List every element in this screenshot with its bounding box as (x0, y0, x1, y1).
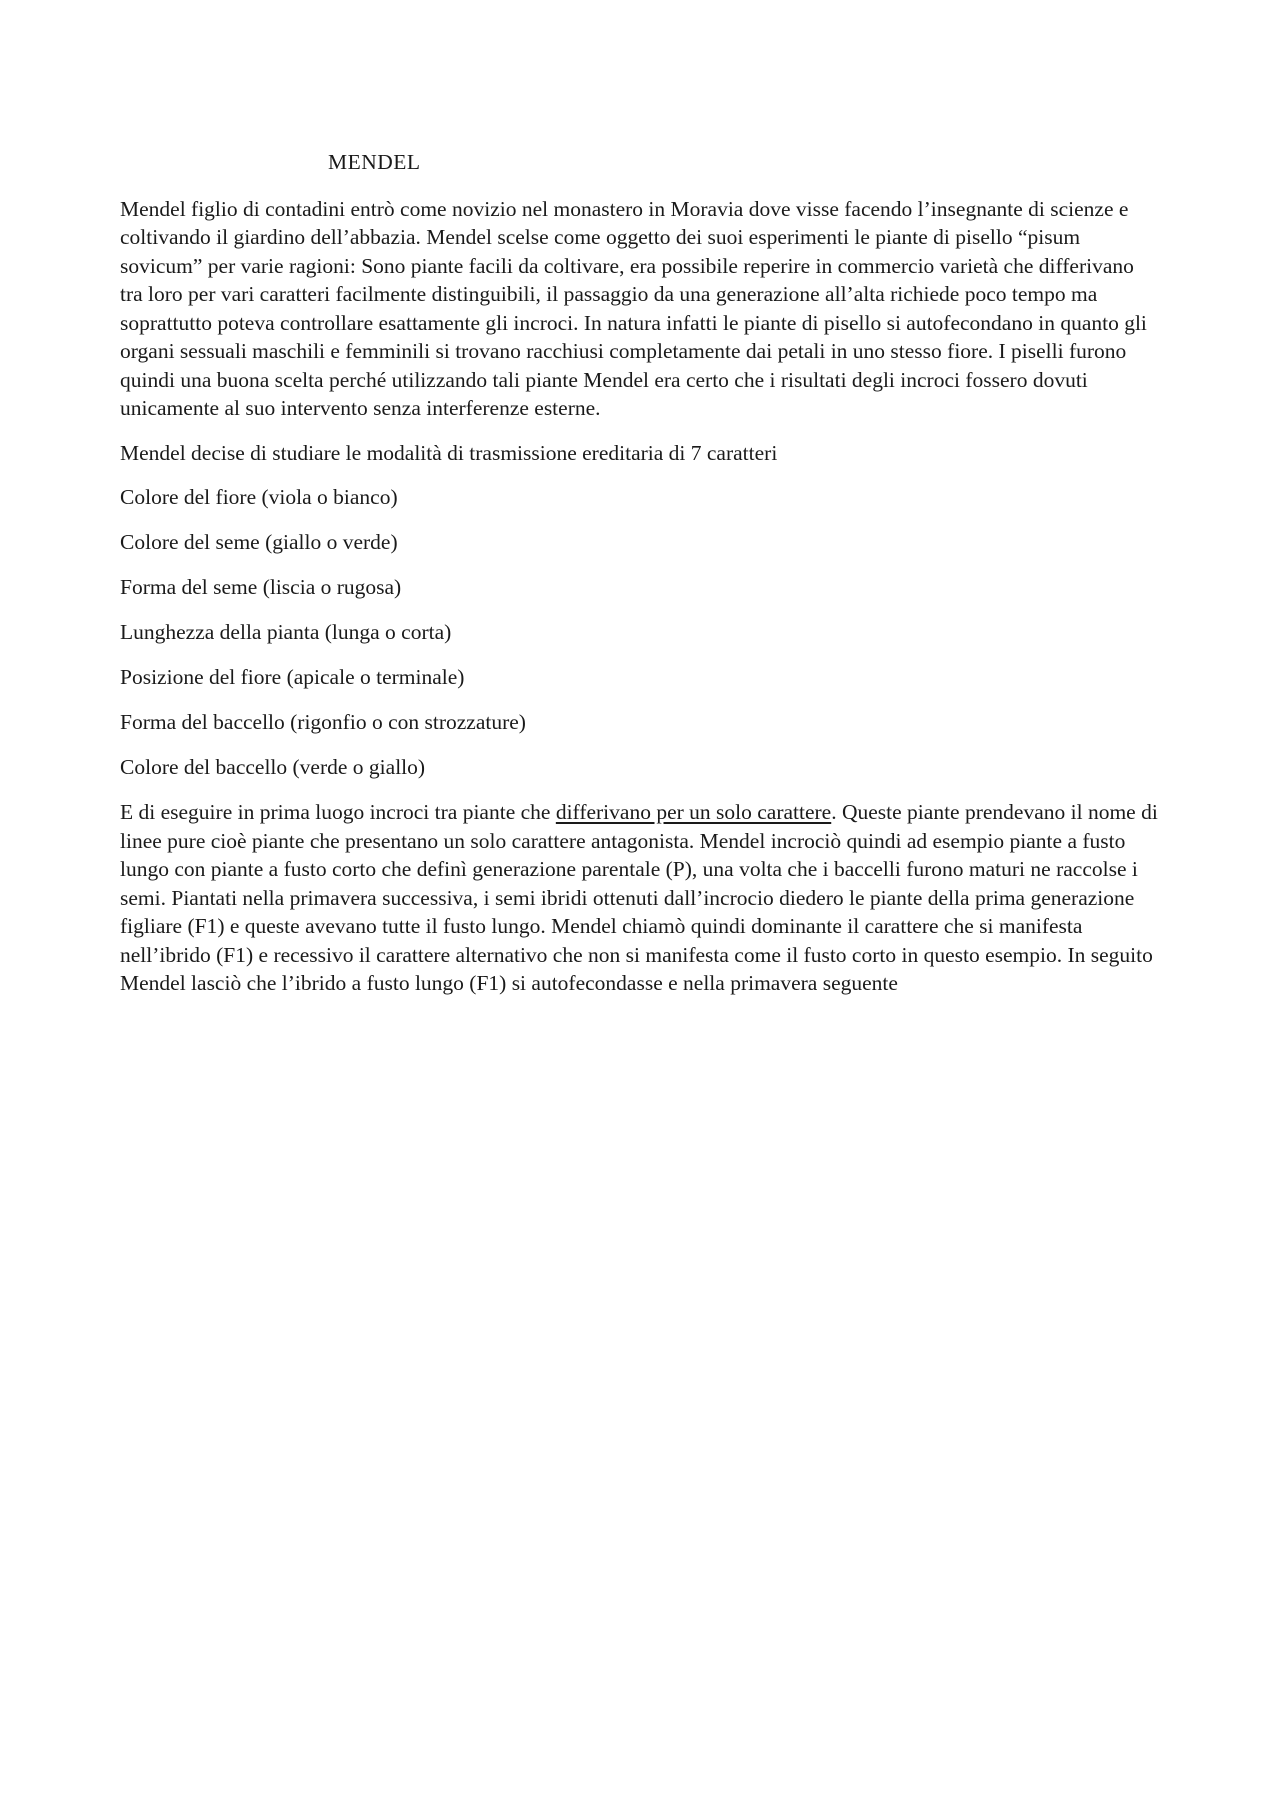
trait-item: Posizione del fiore (apicale o terminale) (120, 665, 465, 689)
paragraph-intro: Mendel figlio di contadini entrò come novizio nel monastero in Moravia dove visse facendo l’insegnante di scienze e coltivando il giardino dell’abbazia. Mendel scelse come oggetto dei suoi esperimenti le piante di pisello “pisum sovicum” per varie ragioni: Sono piante facili da coltivare, era possibile reperire in commercio varietà che differivano tra loro per vari caratteri facilmente distinguibili, il passaggio da una generazione all’alta richiede poco tempo ma soprattutto poteva controllare esattamente gli incroci. In natura infatti le piante di pisello si autofecondano in quanto gli organi sessuali maschili e femminili si trovano racchiusi completamente dai petali in uno stesso fiore. I piselli furono quindi una buona scelta perché utilizzando tali piante Mendel era certo che i risultati degli incroci fossero dovuti unicamente al suo intervento senza interferenze esterne. (120, 196, 1147, 420)
trait-item: Lunghezza della pianta (lunga o corta) (120, 620, 452, 644)
document-title: MENDEL (328, 150, 421, 174)
crosses-text-end: . Queste piante prendevano il nome di linee pure cioè piante che presentano un solo carattere antagonista. Mendel incrociò quindi ad esempio piante a fusto lungo con piante a fusto corto che definì generazione parentale (P), una volta che i baccelli furono maturi ne raccolse i semi. Piantati nella primavera successiva, i semi ibridi ottenuti dall’incrocio diedero le piante della prima generazione figliare (F1) e queste avevano tutte il fusto lungo. Mendel chiamò quindi dominante il carattere che si manifesta nell’ibrido (F1) e recessivo il carattere alternativo che non si manifesta come il fusto corto in questo esempio. In seguito Mendel lasciò che l’ibrido a fusto lungo (F1) si autofecondasse e nella primavera seguente (120, 800, 1158, 995)
paragraph-crosses (120, 798, 1160, 998)
trait-item: Colore del seme (giallo o verde) (120, 530, 398, 554)
trait-item: Forma del baccello (rigonfio o con strozzature) (120, 710, 526, 734)
crosses-text-start: E di eseguire in prima luogo incroci tra piante che (120, 800, 556, 824)
trait-item: Forma del seme (liscia o rugosa) (120, 575, 402, 599)
document-page (120, 148, 1160, 1014)
paragraph-traits-intro: Mendel decise di studiare le modalità di trasmissione ereditaria di 7 caratteri (120, 440, 778, 465)
underlined-phrase: differivano per un solo carattere (555, 800, 832, 824)
traits-list (120, 483, 1160, 782)
trait-item: Colore del fiore (viola o bianco) (120, 485, 398, 509)
trait-item: Colore del baccello (verde o giallo) (120, 755, 426, 779)
